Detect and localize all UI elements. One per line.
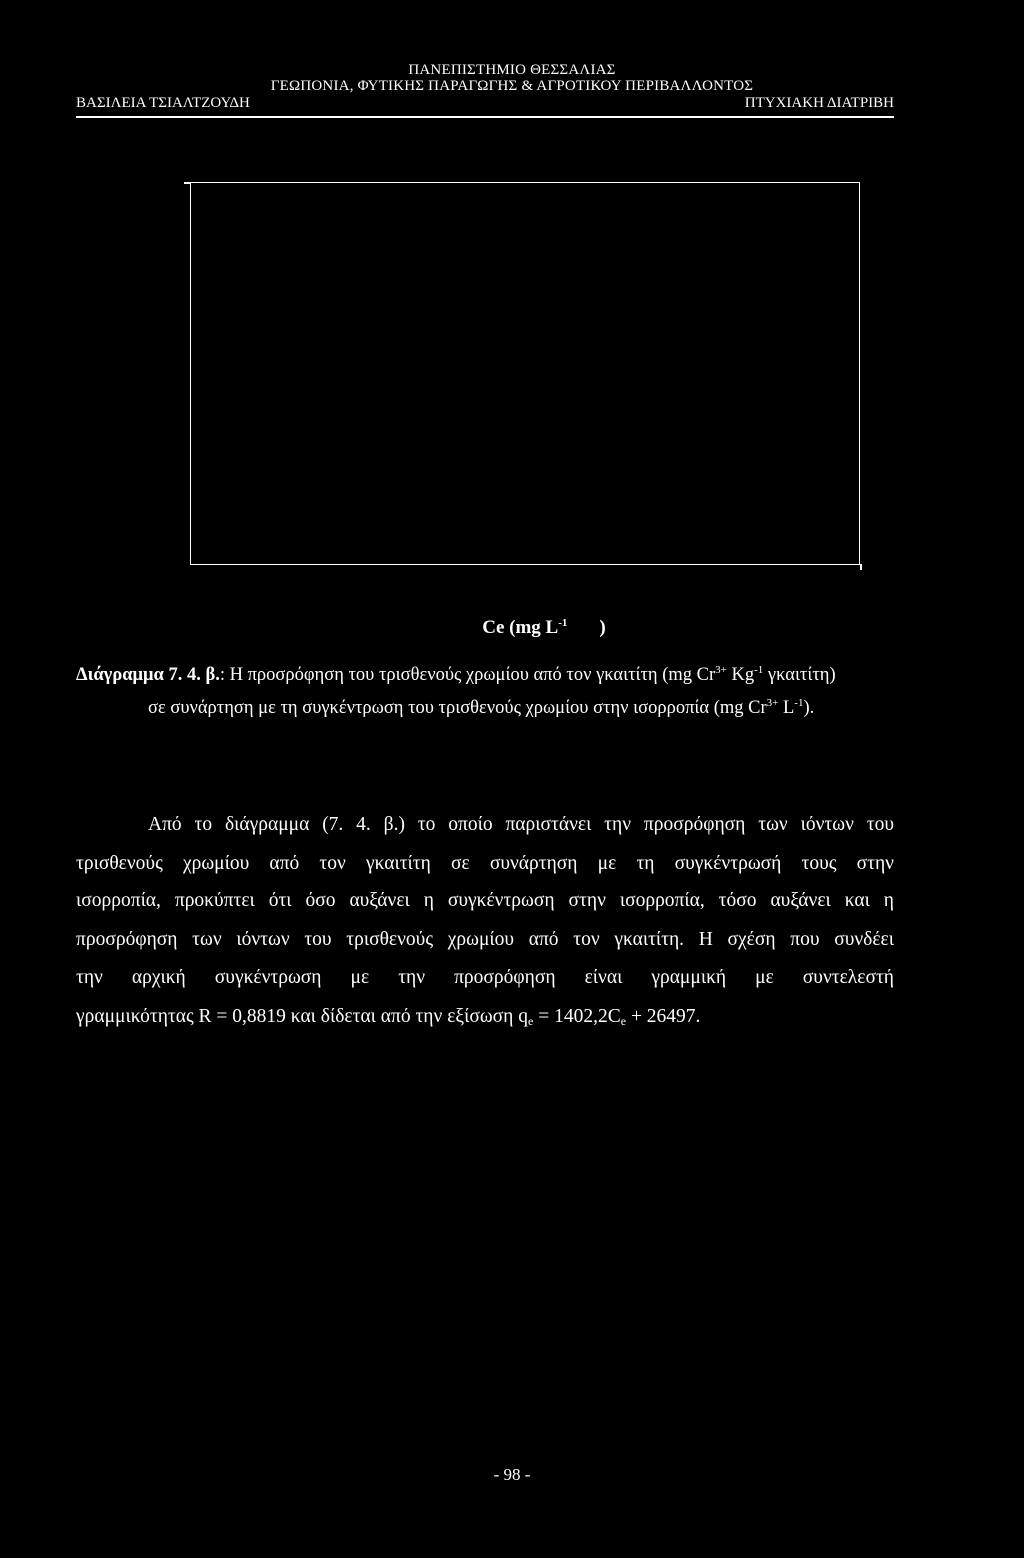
chart-plot-area (190, 182, 860, 565)
chart-axis-tick (184, 182, 190, 184)
paragraph-line: Από το διάγραμμα (7. 4. β.) το οποίο παριστάνει την προσρόφηση των ιόντων του (148, 814, 894, 835)
paragraph-line: την αρχική συγκέντρωση με την προσρόφηση είναι γραμμική με συντελεστή (76, 967, 894, 988)
chart-axis-tick (860, 564, 862, 570)
header-university: ΠΑΝΕΠΙΣΤΗΜΙΟ ΘΕΣΣΑΛΙΑΣ (408, 62, 616, 78)
header-department: ΓΕΩΠΟΝΙΑ, ΦΥΤΙΚΗΣ ΠΑΡΑΓΩΓΗΣ & ΑΓΡΟΤΙΚΟΥ ΠΕΡΙΒΑΛΛΟΝΤΟΣ (270, 78, 754, 94)
paragraph-line: ισορροπία, προκύπτει ότι όσο αυξάνει η συγκέντρωση στην ισορροπία, τόσο αυξάνει και η (76, 890, 894, 911)
paragraph-line: προσρόφηση των ιόντων του τρισθενούς χρωμίου από τον γκαιτίτη. Η σχέση που συνδέει (76, 929, 894, 950)
page-number: - 98 - (493, 1465, 531, 1484)
figure-caption-line2: σε συνάρτηση με τη συγκέντρωση του τρισθενούς χρωμίου στην ισορροπία (mg $Cr^{3+}$ $L^{-1}$). (148, 697, 815, 718)
figure-caption-label: Διάγραμμα 7. 4. β. (76, 665, 220, 685)
header-thesis: ΠΤΥΧΙΑΚΗ ΔΙΑΤΡΙΒΗ (744, 95, 894, 111)
figure-caption-line1: Διάγραμμα 7. 4. β.: Η προσρόφηση του τρισθενούς χρωμίου από τον γκαιτίτη (mg $Cr^{3+}$ $Kg^{-1}$ γκαιτίτη) (76, 664, 836, 685)
header-author: ΒΑΣΙΛΕΙΑ ΤΣΙΑΛΤΖΟΥΔΗ (76, 95, 250, 111)
paragraph-line-equation: γραμμικότητας R = 0,8819 και δίδεται από την εξίσωση $q_e = 1402,2C_e + 26497$. (76, 1006, 701, 1028)
paragraph-line: τρισθενούς χρωμίου από τον γκαιτίτη σε συνάρτηση με τη συγκέντρωσή τους στην (76, 853, 894, 874)
chart-x-axis-label: Ce (mg $L^{-1}$ ) (482, 617, 606, 638)
header-divider (76, 116, 894, 118)
